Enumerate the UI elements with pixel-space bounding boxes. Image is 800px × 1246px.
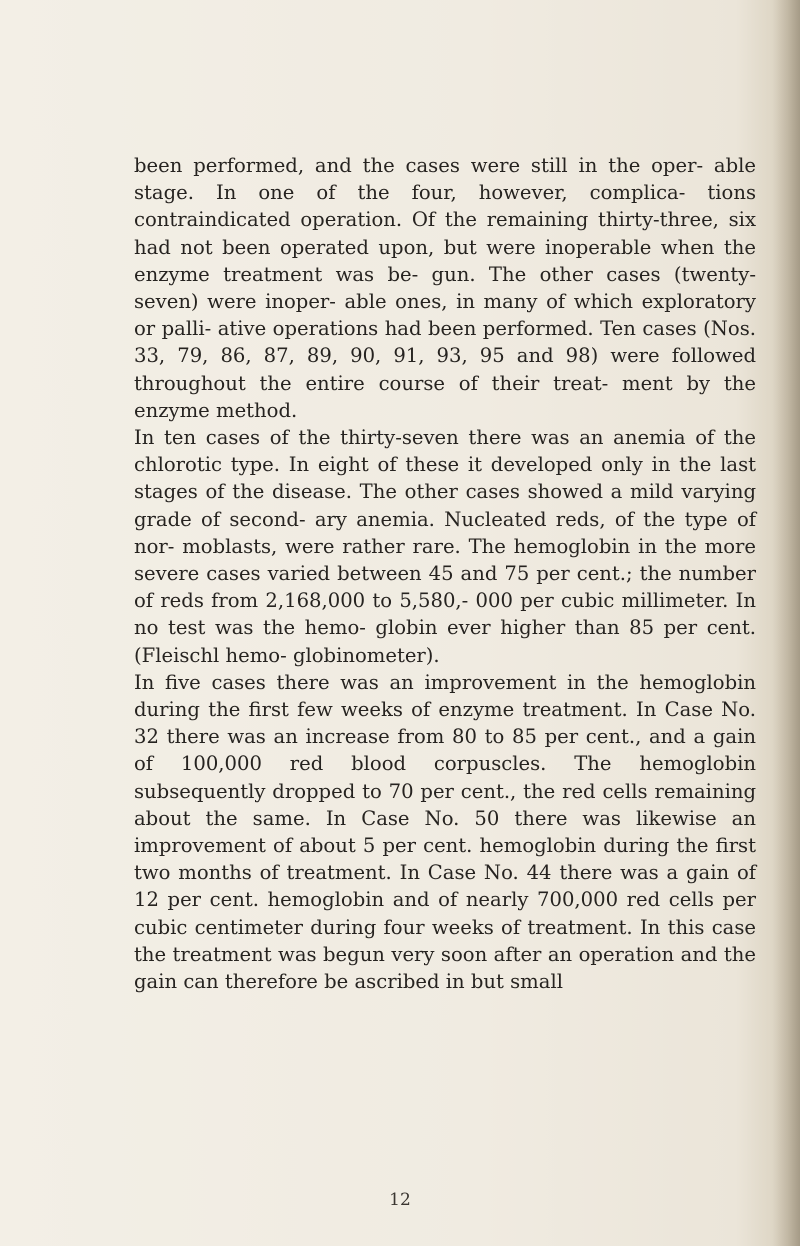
paragraph-1: been performed, and the cases were still in the oper- able stage. In one of the four, however, complica- tions contraindicated operation. Of the remaining thirty-three, six had not been operated upon, but were inoperable when the enzyme treatment was be- gun. The other cases (twenty-seven) were inoper- able ones, in many of which exploratory or palli- ative operations had been performed. Ten cases (Nos. 33, 79, 86, 87, 89, 90, 91, 93, 95 and 98) were followed throughout the entire course of their treat- ment by the enzyme method. — [134, 154, 756, 422]
page-shadow-edge — [772, 0, 800, 1246]
paragraph-3: In five cases there was an improvement in the hemoglobin during the first few weeks of enzyme treatment. In Case No. 32 there was an increase from 80 to 85 per cent., and a gain of 100,000 red blood corpuscles. The hemoglobin subsequently dropped to 70 per cent., the red cells remaining about the same. In Case No. 50 there was likewise an improvement of about 5 per cent. hemoglobin during the first two months of treatment. In Case No. 44 there was a gain of 12 per cent. hemoglobin and of nearly 700,000 red cells per cubic centimeter during four weeks of treatment. In this case the treatment was begun very soon after an operation and the gain can therefore be ascribed in but small — [134, 670, 756, 994]
page-number: 12 — [389, 1190, 411, 1210]
paragraph-2: In ten cases of the thirty-seven there was an anemia of the chlorotic type. In eight of these it developed only in the last stages of the disease. The other cases showed a mild varying grade of second- ary anemia. Nucleated reds, of the type of nor- moblasts, were rather rare. The hemoglobin in the more severe cases varied between 45 and 75 per cent.; the number of reds from 2,168,000 to 5,580,- 000 per cubic millimeter. In no test was the hemo- globin ever higher than 85 per cent. (Fleischl hemo- globinometer). — [134, 426, 756, 667]
body-text — [134, 152, 756, 995]
